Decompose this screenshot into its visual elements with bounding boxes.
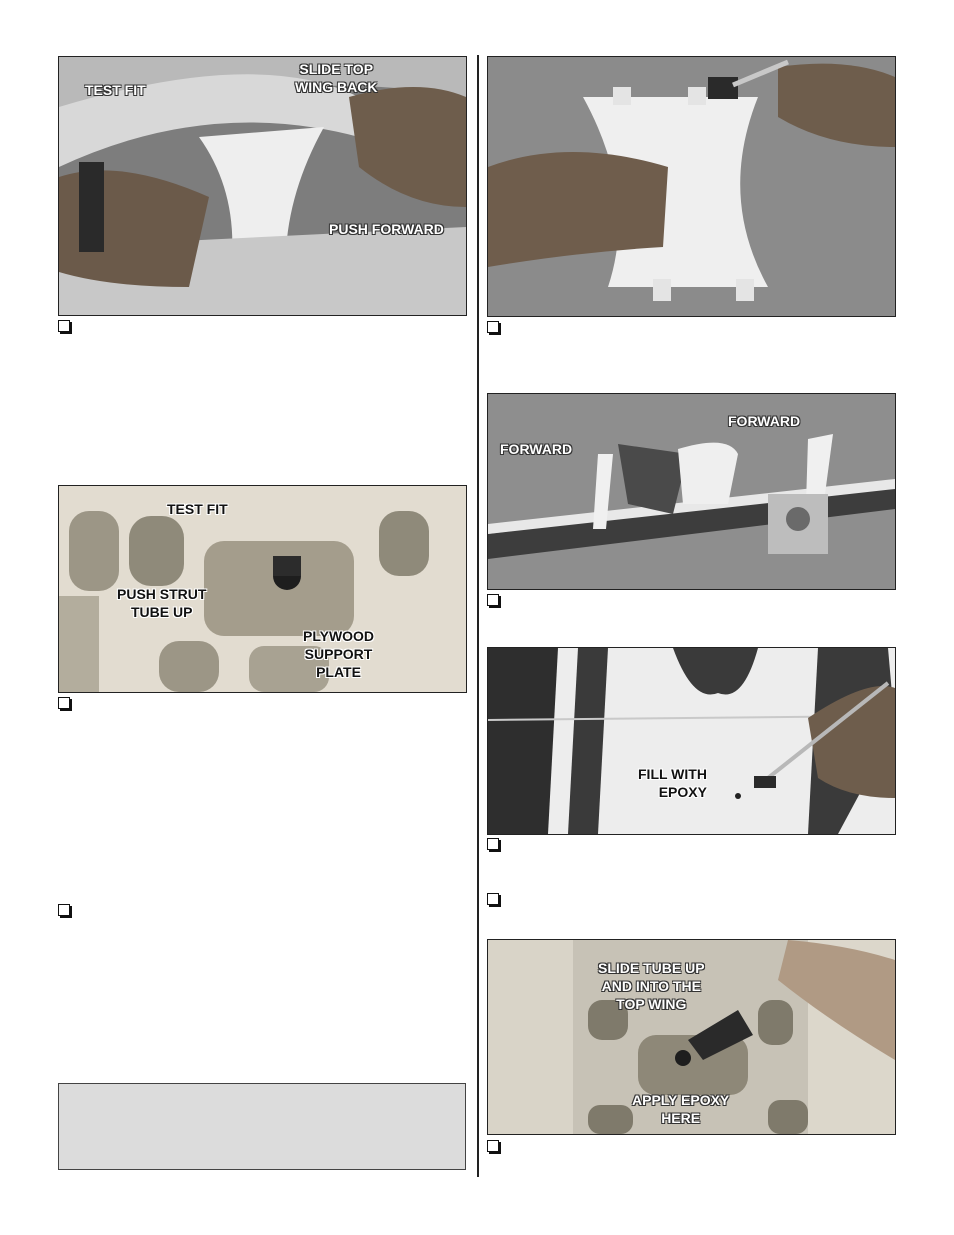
photo-cabanes-forward (487, 393, 896, 590)
checkbox-step-3[interactable] (58, 904, 70, 916)
label-test-fit: TEST FIT (85, 82, 146, 98)
photo-test-fit-top-wing (58, 56, 467, 316)
photo-slide-tube-up (487, 939, 896, 1135)
label-forward-left: FORWARD (500, 441, 573, 457)
photo-push-strut-tube (58, 485, 467, 693)
checkbox-step-8[interactable] (487, 1140, 499, 1152)
label-push-forward: PUSH FORWARD (329, 221, 444, 237)
checkbox-step-1[interactable] (58, 320, 70, 332)
photo-brush-cabane (487, 56, 896, 317)
note-box (58, 1083, 466, 1170)
label-forward-right: FORWARD (728, 413, 801, 429)
label-fill-with-epoxy: FILL WITH EPOXY (638, 766, 707, 800)
label-slide-top-wing-back: SLIDE TOP WING BACK (295, 61, 378, 95)
checkbox-step-6[interactable] (487, 838, 499, 850)
label-plywood-support-plate: PLYWOOD SUPPORT PLATE (303, 628, 375, 680)
label-apply-epoxy-here: APPLY EPOXY HERE (632, 1092, 730, 1126)
label-push-strut-tube-up: PUSH STRUT TUBE UP (117, 586, 207, 620)
checkbox-step-7[interactable] (487, 893, 499, 905)
label-test-fit-2: TEST FIT (167, 501, 228, 517)
column-divider (477, 55, 479, 1177)
checkbox-step-4[interactable] (487, 321, 499, 333)
label-slide-tube-up-into-top-wing: SLIDE TUBE UP AND INTO THE TOP WING (598, 960, 705, 1012)
checkbox-step-2[interactable] (58, 697, 70, 709)
checkbox-step-5[interactable] (487, 594, 499, 606)
photo-fill-with-epoxy (487, 647, 896, 835)
